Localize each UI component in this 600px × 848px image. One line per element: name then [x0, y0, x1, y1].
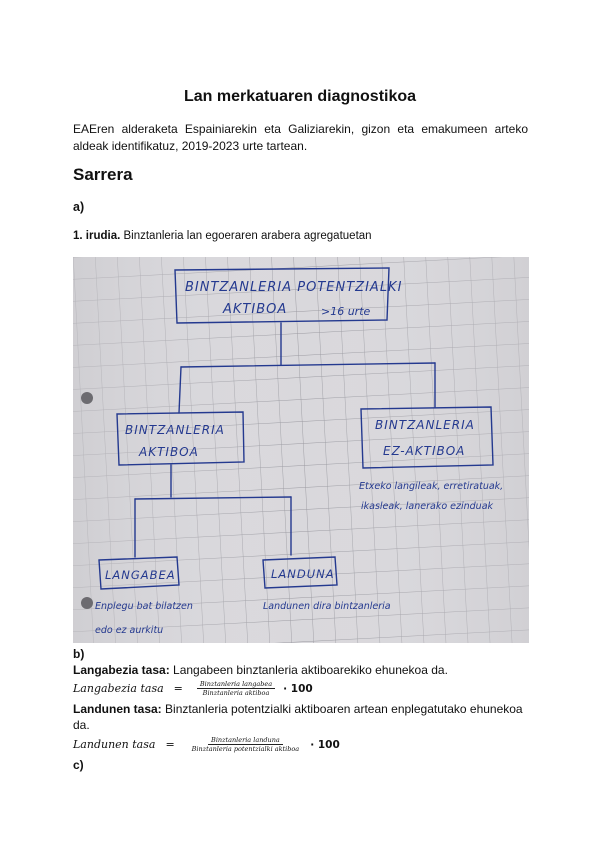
- formula-multiplier: · 100: [310, 738, 340, 751]
- formula-equals: =: [165, 738, 175, 751]
- bottom-left-box-label: LANGABEA: [105, 568, 176, 582]
- part-b-label: b): [73, 647, 85, 661]
- formula-fraction: [189, 736, 303, 753]
- binder-hole: [81, 597, 93, 609]
- bottom-right-note: Landunen dira bintzanleria: [263, 601, 391, 612]
- formula-numerator: Binztanleria landuna: [208, 736, 283, 745]
- figure-caption: [73, 230, 372, 242]
- figure-caption-number: 1. irudia.: [73, 230, 121, 242]
- right-box-note-line2: ikasleak, lanerako ezinduak: [361, 501, 494, 512]
- bottom-left-note-line1: Enplegu bat bilatzen: [95, 601, 193, 612]
- diagram-svg: [73, 257, 529, 643]
- definition-term: Langabezia tasa:: [73, 663, 170, 677]
- formula-fraction: [197, 680, 275, 697]
- definition-landunen: [73, 701, 533, 733]
- formula-denominator: Binztanleria aktiboa: [202, 689, 270, 697]
- right-box-line2: EZ-AKTIBOA: [383, 444, 466, 458]
- section-heading: Sarrera: [73, 165, 133, 184]
- document-title: Lan merkatuaren diagnostikoa: [183, 88, 417, 105]
- definition-langabezia: [73, 662, 533, 678]
- formula-equals: =: [173, 682, 183, 695]
- bottom-left-note-line2: edo ez aurkitu: [95, 625, 164, 636]
- top-box-line2: AKTIBOA: [223, 302, 288, 317]
- left-box-line1: BINTZANLERIA: [125, 423, 225, 437]
- bottom-right-box-label: LANDUNA: [271, 567, 335, 581]
- definition-term: Landunen tasa:: [73, 702, 162, 716]
- formula-landunen: [73, 736, 340, 753]
- intro-paragraph: EAEren alderaketa Espainiarekin eta Galiziarekin, gizon eta emakumeen arteko aldeak identifikatuz, 2019-2023 urte tartean.: [73, 122, 528, 153]
- formula-lhs: Landunen tasa: [73, 738, 156, 751]
- left-box-line2: AKTIBOA: [139, 445, 199, 459]
- definition-text: Langabeen binztanleria aktiboarekiko ehunekoa da.: [169, 663, 448, 677]
- top-box-note: >16 urte: [321, 305, 371, 318]
- binder-hole: [81, 392, 93, 404]
- handwritten-diagram-photo: [73, 257, 529, 643]
- part-c-label: c): [73, 758, 84, 772]
- right-box-note-line1: Etxeko langileak, erretiratuak,: [359, 481, 504, 492]
- right-box-line1: BINTZANLERIA: [375, 418, 475, 432]
- formula-denominator: Binztanleria potentzialki aktiboa: [191, 745, 300, 753]
- figure-caption-text: Binztanleria lan egoeraren arabera agregatuetan: [120, 230, 372, 242]
- top-box-line1: BINTZANLERIA POTENTZIALKI: [185, 280, 403, 295]
- formula-langabezia: [73, 680, 313, 697]
- part-a-label: a): [73, 200, 85, 214]
- formula-lhs: Langabezia tasa: [73, 682, 164, 695]
- definition-text: Binztanleria potentzialki aktiboaren artean enplegatutako ehunekoa da.: [73, 702, 523, 732]
- formula-numerator: Binztanleria langabea: [197, 680, 275, 689]
- formula-multiplier: · 100: [283, 682, 313, 695]
